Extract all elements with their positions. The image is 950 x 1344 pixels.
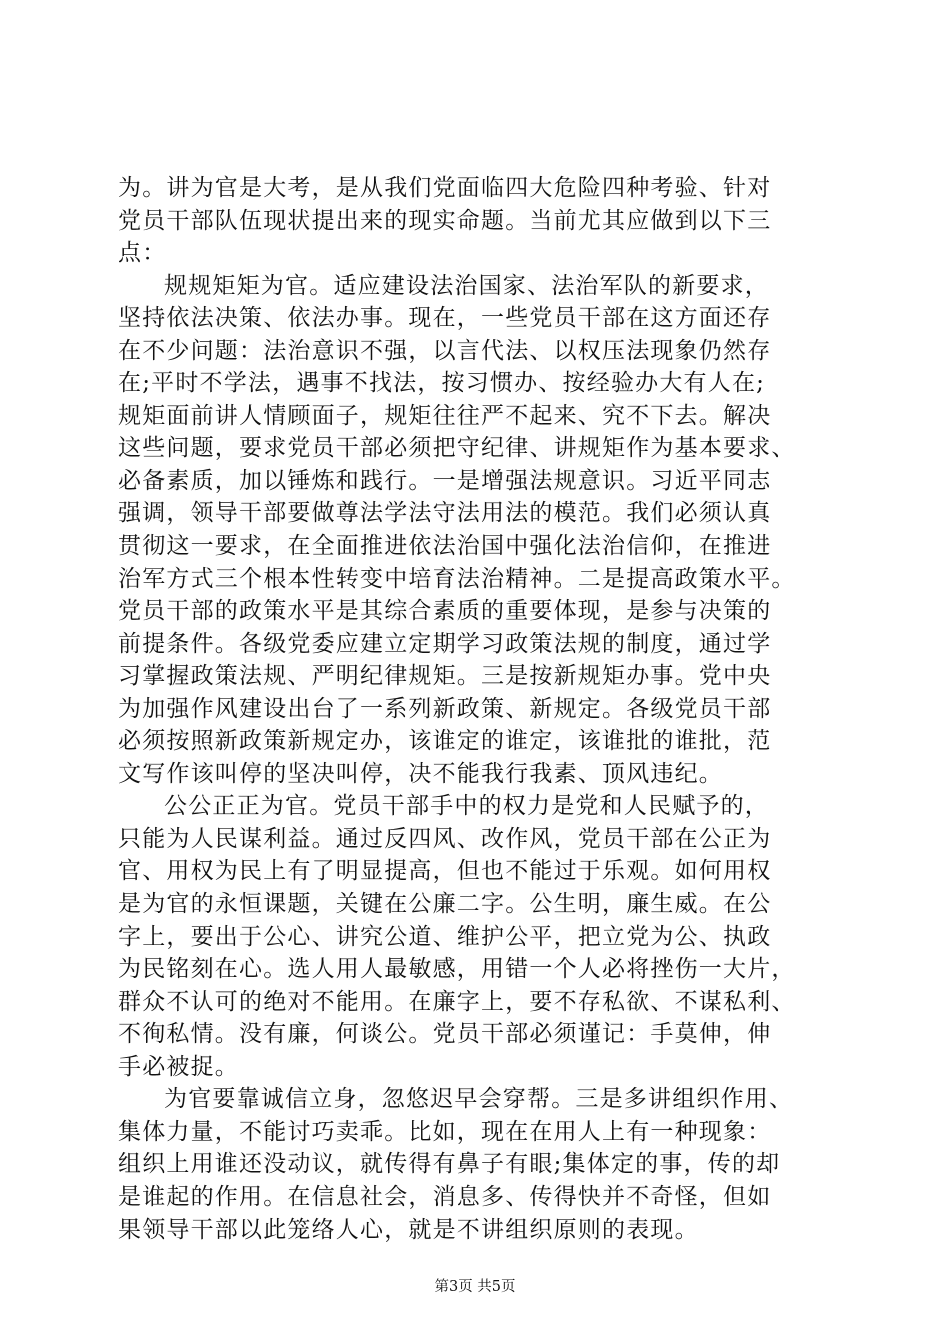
text-line: 规规矩矩为官。适应建设法治国家、法治军队的新要求，: [164, 272, 769, 299]
text-line: 字上，要出于公心、讲究公道、维护公平，把立党为公、执政: [118, 923, 772, 950]
text-line: 群众不认可的绝对不能用。在廉字上，要不存私欲、不谋私利、: [118, 988, 796, 1015]
text-line: 官、用权为民上有了明显提高，但也不能过于乐观。如何用权: [118, 858, 772, 885]
text-line: 是谁起的作用。在信息社会，消息多、传得快并不奇怪，但如: [118, 1183, 772, 1210]
text-line: 坚持依法决策、依法办事。现在，一些党员干部在这方面还存: [118, 305, 772, 332]
text-line: 为官要靠诚信立身，忽悠迟早会穿帮。三是多讲组织作用、: [164, 1086, 794, 1113]
text-line: 是为官的永恒课题，关键在公廉二字。公生明，廉生威。在公: [118, 891, 772, 918]
text-line: 必备素质，加以锤炼和践行。一是增强法规意识。习近平同志: [118, 467, 772, 494]
text-line: 强调，领导干部要做尊法学法守法用法的模范。我们必须认真: [118, 500, 772, 527]
text-line: 只能为人民谋利益。通过反四风、改作风，党员干部在公正为: [118, 825, 772, 852]
text-line: 党员干部队伍现状提出来的现实命题。当前尤其应做到以下三: [118, 207, 772, 234]
page-number-footer: 第3页 共5页: [434, 1279, 516, 1295]
text-line: 点：: [118, 240, 167, 267]
text-line: 集体力量，不能讨巧卖乖。比如，现在在用人上有一种现象：: [118, 1118, 772, 1145]
text-line: 为加强作风建设出台了一系列新政策、新规定。各级党员干部: [118, 695, 772, 722]
text-line: 规矩面前讲人情顾面子，规矩往往严不起来、究不下去。解决: [118, 402, 772, 429]
text-line: 在不少问题：法治意识不强，以言代法、以权压法现象仍然存: [118, 337, 772, 364]
text-line: 文写作该叫停的坚决叫停，决不能我行我素、顶风违纪。: [118, 760, 723, 787]
text-line: 必须按照新政策新规定办，该谁定的谁定，该谁批的谁批，范: [118, 728, 772, 755]
text-line: 公公正正为官。党员干部手中的权力是党和人民赋予的，: [164, 793, 769, 820]
text-line: 党员干部的政策水平是其综合素质的重要体现，是参与决策的: [118, 598, 772, 625]
text-line: 手必被捉。: [118, 1053, 239, 1080]
text-line: 为民铭刻在心。选人用人最敏感，用错一个人必将挫伤一大片，: [118, 956, 796, 983]
text-line: 这些问题，要求党员干部必须把守纪律、讲规矩作为基本要求、: [118, 435, 796, 462]
text-line: 果领导干部以此笼络人心，就是不讲组织原则的表现。: [118, 1216, 699, 1243]
text-line: 贯彻这一要求，在全面推进依法治国中强化法治信仰，在推进: [118, 533, 772, 560]
text-line: 组织上用谁还没动议，就传得有鼻子有眼;集体定的事，传的却: [118, 1151, 781, 1178]
text-line: 前提条件。各级党委应建立定期学习政策法规的制度，通过学: [118, 630, 772, 657]
text-line: 不徇私情。没有廉，何谈公。党员干部必须谨记：手莫伸，伸: [118, 1021, 772, 1048]
text-line: 在;平时不学法，遇事不找法，按习惯办、按经验办大有人在;: [118, 370, 766, 397]
text-line: 为。讲为官是大考，是从我们党面临四大危险四种考验、针对: [118, 175, 772, 201]
text-line: 治军方式三个根本性转变中培育法治精神。二是提高政策水平。: [118, 565, 796, 592]
text-line: 习掌握政策法规、严明纪律规矩。三是按新规矩办事。党中央: [118, 663, 772, 690]
document-body: [118, 172, 838, 1246]
